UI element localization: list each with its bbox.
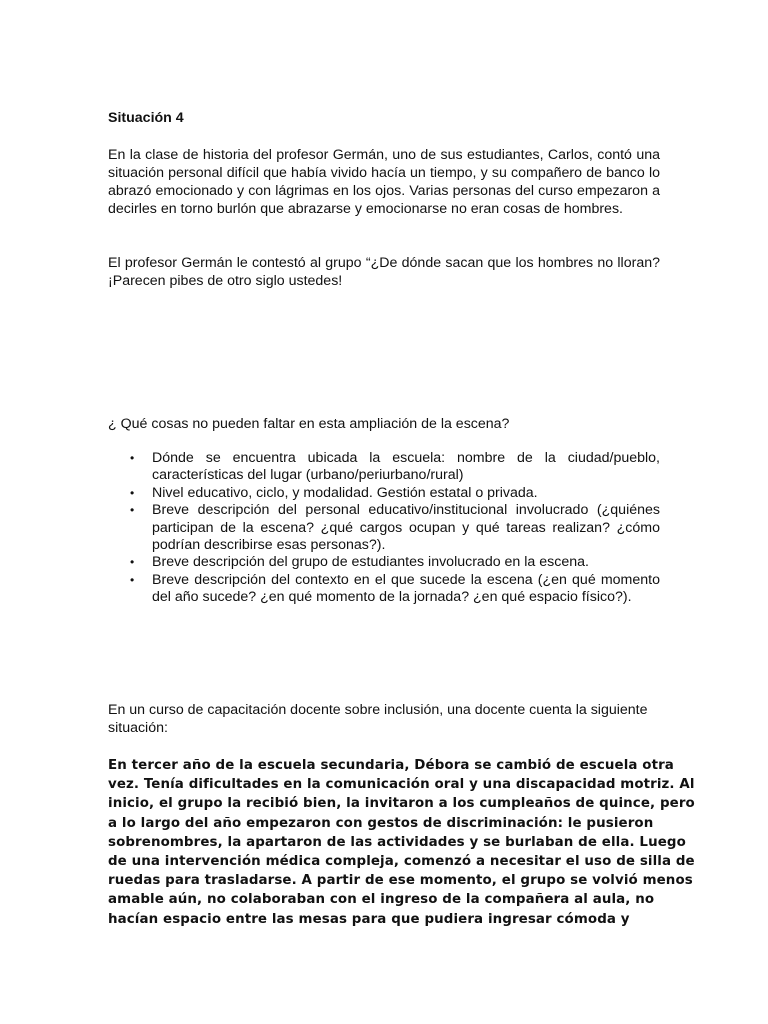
question-text: ¿ Qué cosas no pueden faltar en esta ampliación de la escena? (108, 416, 510, 432)
bold-line: vez. Tenía dificultades en la comunicación oral y una discapacidad motriz. Al (108, 777, 695, 793)
bold-case-paragraph (108, 756, 695, 929)
bold-line: amable aún, no colaboraban con el ingreso de la compañera al aula, no (108, 892, 655, 908)
bold-line: En tercer año de la escuela secundaria, Débora se cambió de escuela otra (108, 758, 674, 773)
bold-line: ruedas para trasladarse. A partir de ese momento, el grupo se volvió menos (108, 873, 693, 889)
paragraph-situation: En la clase de historia del profesor Germán, uno de sus estudiantes, Carlos, contó una situación personal difícil que había vivido hacía un tiempo, y su compañero de banco lo abrazó emocionado y con lágrimas en los ojos. Varias personas del curso empezaron a decirles en torno burlón que abrazarse y emocionarse no eran cosas de hombres. (108, 147, 660, 217)
list-item-text: Breve descripción del grupo de estudiantes involucrado en la escena. (152, 554, 589, 571)
section-title: Situación 4 (108, 110, 184, 126)
bold-line: de una intervención médica compleja, comenzó a necesitar el uso de silla de (108, 854, 695, 870)
bold-line: sobrenombres, la apartaron de las actividades y se burlaban de ella. Luego (108, 834, 686, 850)
bullet-icon: • (130, 485, 135, 500)
bullet-icon: • (130, 451, 135, 465)
bold-line: a lo largo del año empezaron con gestos de discriminación: le pusieron (108, 815, 654, 831)
list-item (108, 502, 660, 554)
list-item-text: Nivel educativo, ciclo, y modalidad. Gestión estatal o privada. (152, 484, 538, 501)
bullet-icon: • (130, 555, 135, 570)
list-item (108, 554, 660, 571)
bold-line: inicio, el grupo la recibió bien, la invitaron a los cumpleaños de quince, pero (108, 796, 695, 812)
list-item (108, 485, 660, 502)
list-item (108, 450, 660, 485)
list-item-text: Breve descripción del personal educativo/institucional involucrado (¿quiénes participan de la escena? ¿qué cargos ocupan y qué tareas realizan? ¿cómo podrían describirse esas personas?). (152, 502, 660, 554)
bullet-icon: • (130, 572, 135, 587)
bold-line: hacían espacio entre las mesas para que pudiera ingresar cómoda y (108, 911, 630, 927)
bullet-icon: • (130, 503, 135, 518)
paragraph-course-intro: En un curso de capacitación docente sobre inclusión, una docente cuenta la siguiente situación: (108, 702, 648, 736)
paragraph-teacher-reply: El profesor Germán le contestó al grupo “¿De dónde sacan que los hombres no lloran? ¡Parecen pibes de otro siglo ustedes! (108, 255, 660, 289)
list-item-text: Dónde se encuentra ubicada la escuela: nombre de la ciudad/pueblo, características del lugar (urbano/periurbano/rural) (152, 450, 660, 484)
list-item-text: Breve descripción del contexto en el que sucede la escena (¿en qué momento del año sucede? ¿en qué momento de la jornada? ¿en qué espacio físico?). (152, 571, 660, 606)
bullet-list (108, 450, 660, 607)
list-item (108, 572, 660, 607)
